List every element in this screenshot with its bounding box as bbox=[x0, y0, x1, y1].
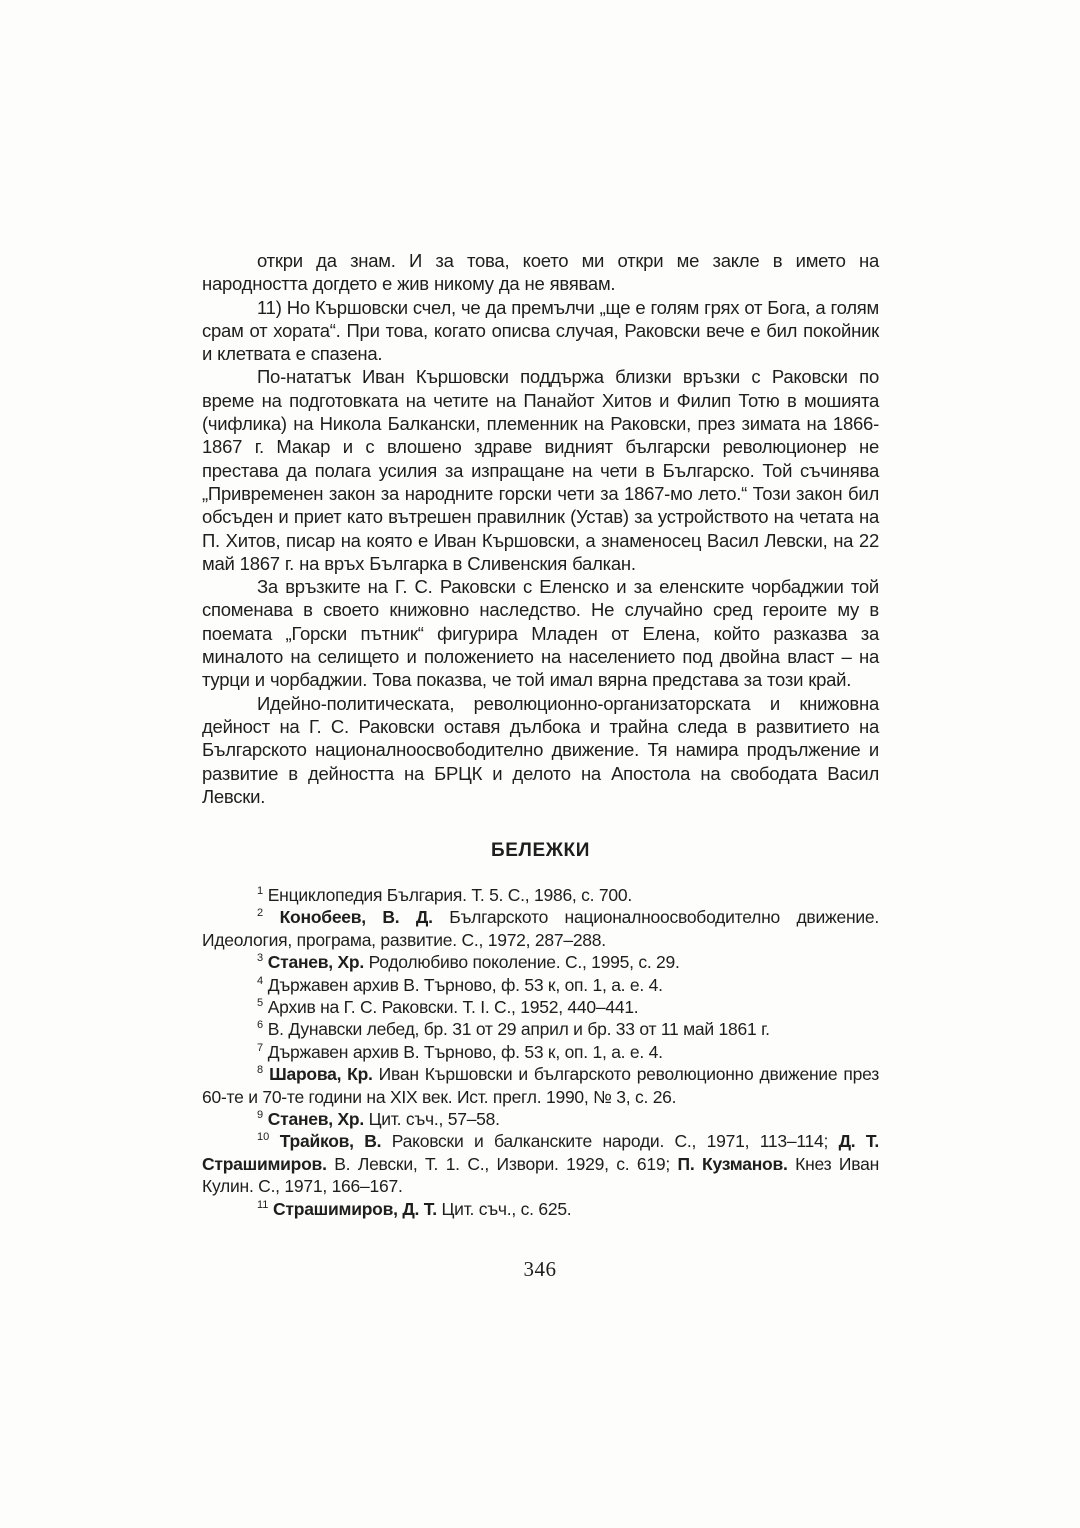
body-paragraph: По-нататък Иван Кършовски поддържа близки връзки с Раковски по време на подготовката на четите на Панайот Хитов и Филип Тотю в мошията (чифлика) на Никола Балкански, племенник на Раковски, през зимата на 1866-1867 г. Макар и с влошено здраве видният български революционер не престава да полага усилия за изпращане на чети в Българско. Той съчинява „Привременен закон за народните горски чети за 1867-мо лето.“ Този закон бил обсъден и приет като вътрешен правилник (Устав) за устройството на четата на П. Хитов, писар на която е Иван Кършовски, а знаменосец Васил Левски, на 22 май 1867 г. на връх Българка в Сливенския балкан. bbox=[202, 366, 879, 574]
note-text: Държавен архив В. Търново, ф. 53 к, оп. 1, а. е. 4. bbox=[267, 974, 663, 995]
note-text: Българското националноосвободително движение. Идеология, програма, развитие. С., 1972, 287–288. bbox=[202, 907, 879, 950]
note-item bbox=[202, 1018, 879, 1040]
note-number: 10 bbox=[257, 1131, 270, 1144]
note-number: 6 bbox=[257, 1019, 264, 1032]
note-number: 8 bbox=[257, 1064, 264, 1077]
note-item bbox=[202, 884, 879, 906]
body-paragraph: откри да знам. И за това, което ми откри ме закле в името на народността догдето е жив никому да не явявам. bbox=[202, 250, 879, 295]
note-author: Станев, Хр. bbox=[267, 952, 364, 973]
note-item bbox=[202, 1130, 879, 1197]
note-text: Енциклопедия България. Т. 5. С., 1986, с. 700. bbox=[267, 885, 632, 905]
note-author: Станев, Хр. bbox=[267, 1109, 364, 1130]
body-paragraph: За връзките на Г. С. Раковски с Еленско и за еленските чорбаджии той споменава в своето книжовно наследство. Не случайно сред героите му в поемата „Горски пътник“ фигурира Младен от Елена, който разказва за миналото на селището и положението на населението под двойна власт – на турци и чорбаджии. Това показва, че той имал вярна представа за този край. bbox=[202, 576, 879, 691]
note-item bbox=[202, 951, 879, 973]
note-text: Иван Кършовски и българското революционно движение през 60-те и 70-те години на XIX век. Ист. прегл. 1990, № 3, с. 26. bbox=[202, 1064, 879, 1107]
note-number: 7 bbox=[257, 1042, 264, 1055]
note-text: В. Дунавски лебед, бр. 31 от 29 април и бр. 33 от 11 май 1861 г. bbox=[267, 1019, 770, 1040]
note-author: Конобеев, В. Д. bbox=[279, 907, 433, 928]
note-author: Трайков, В. bbox=[279, 1131, 382, 1152]
note-text: Цит. съч., 57–58. bbox=[363, 1109, 500, 1130]
note-item bbox=[202, 1198, 879, 1220]
note-text: Родолюбиво поколение. С., 1995, с. 29. bbox=[363, 952, 680, 973]
note-text: Кнез Иван Кулин. С., 1971, 166–167. bbox=[202, 1153, 880, 1197]
note-number: 9 bbox=[257, 1109, 264, 1122]
note-number: 1 bbox=[257, 885, 264, 898]
note-number: 3 bbox=[257, 952, 264, 965]
note-number: 11 bbox=[257, 1198, 269, 1211]
note-item bbox=[202, 1063, 879, 1108]
note-author: Д. Т. Страшимиров. bbox=[202, 1131, 879, 1174]
body-text bbox=[202, 249, 879, 808]
note-number: 4 bbox=[257, 974, 264, 987]
note-number: 2 bbox=[257, 907, 264, 920]
note-text: Архив на Г. С. Раковски. Т. I. С., 1952, 440–441. bbox=[267, 997, 639, 1018]
note-author: Шарова, Кр. bbox=[269, 1064, 373, 1085]
note-item bbox=[202, 996, 879, 1018]
body-paragraph: 11) Но Кършовски счел, че да премълчи „ще е голям грях от Бога, а голям срам от хората“. При това, когато описва случая, Раковски вече е бил покойник и клетвата е спазена. bbox=[202, 296, 879, 365]
note-item bbox=[202, 974, 879, 996]
body-paragraph: Идейно-политическата, революционно-организаторската и книжовна дейност на Г. С. Раковски оставя дълбока и трайна следа в развитието на Българското националноосвободително движение. Тя намира продължение и развитие в дейността на БРЦК и делото на Апостола на свободата Васил Левски. bbox=[202, 692, 879, 807]
note-text: В. Левски, Т. 1. С., Извори. 1929, с. 619; bbox=[326, 1153, 678, 1174]
note-text: Раковски и балканските народи. С., 1971, 113–114; bbox=[381, 1131, 839, 1152]
note-author: П. Кузманов. bbox=[677, 1153, 788, 1174]
page-number: 346 bbox=[523, 1257, 557, 1281]
note-author: Страшимиров, Д. Т. bbox=[273, 1198, 437, 1219]
note-item bbox=[202, 1041, 879, 1063]
notes-heading: БЕЛЕЖКИ bbox=[491, 840, 590, 861]
note-item bbox=[202, 1108, 879, 1130]
note-item bbox=[202, 906, 879, 951]
note-text: Цит. съч., с. 625. bbox=[436, 1198, 572, 1219]
notes-list bbox=[202, 884, 879, 1220]
note-number: 5 bbox=[257, 997, 264, 1010]
note-text: Държавен архив В. Търново, ф. 53 к, оп. 1, а. е. 4. bbox=[267, 1041, 663, 1062]
